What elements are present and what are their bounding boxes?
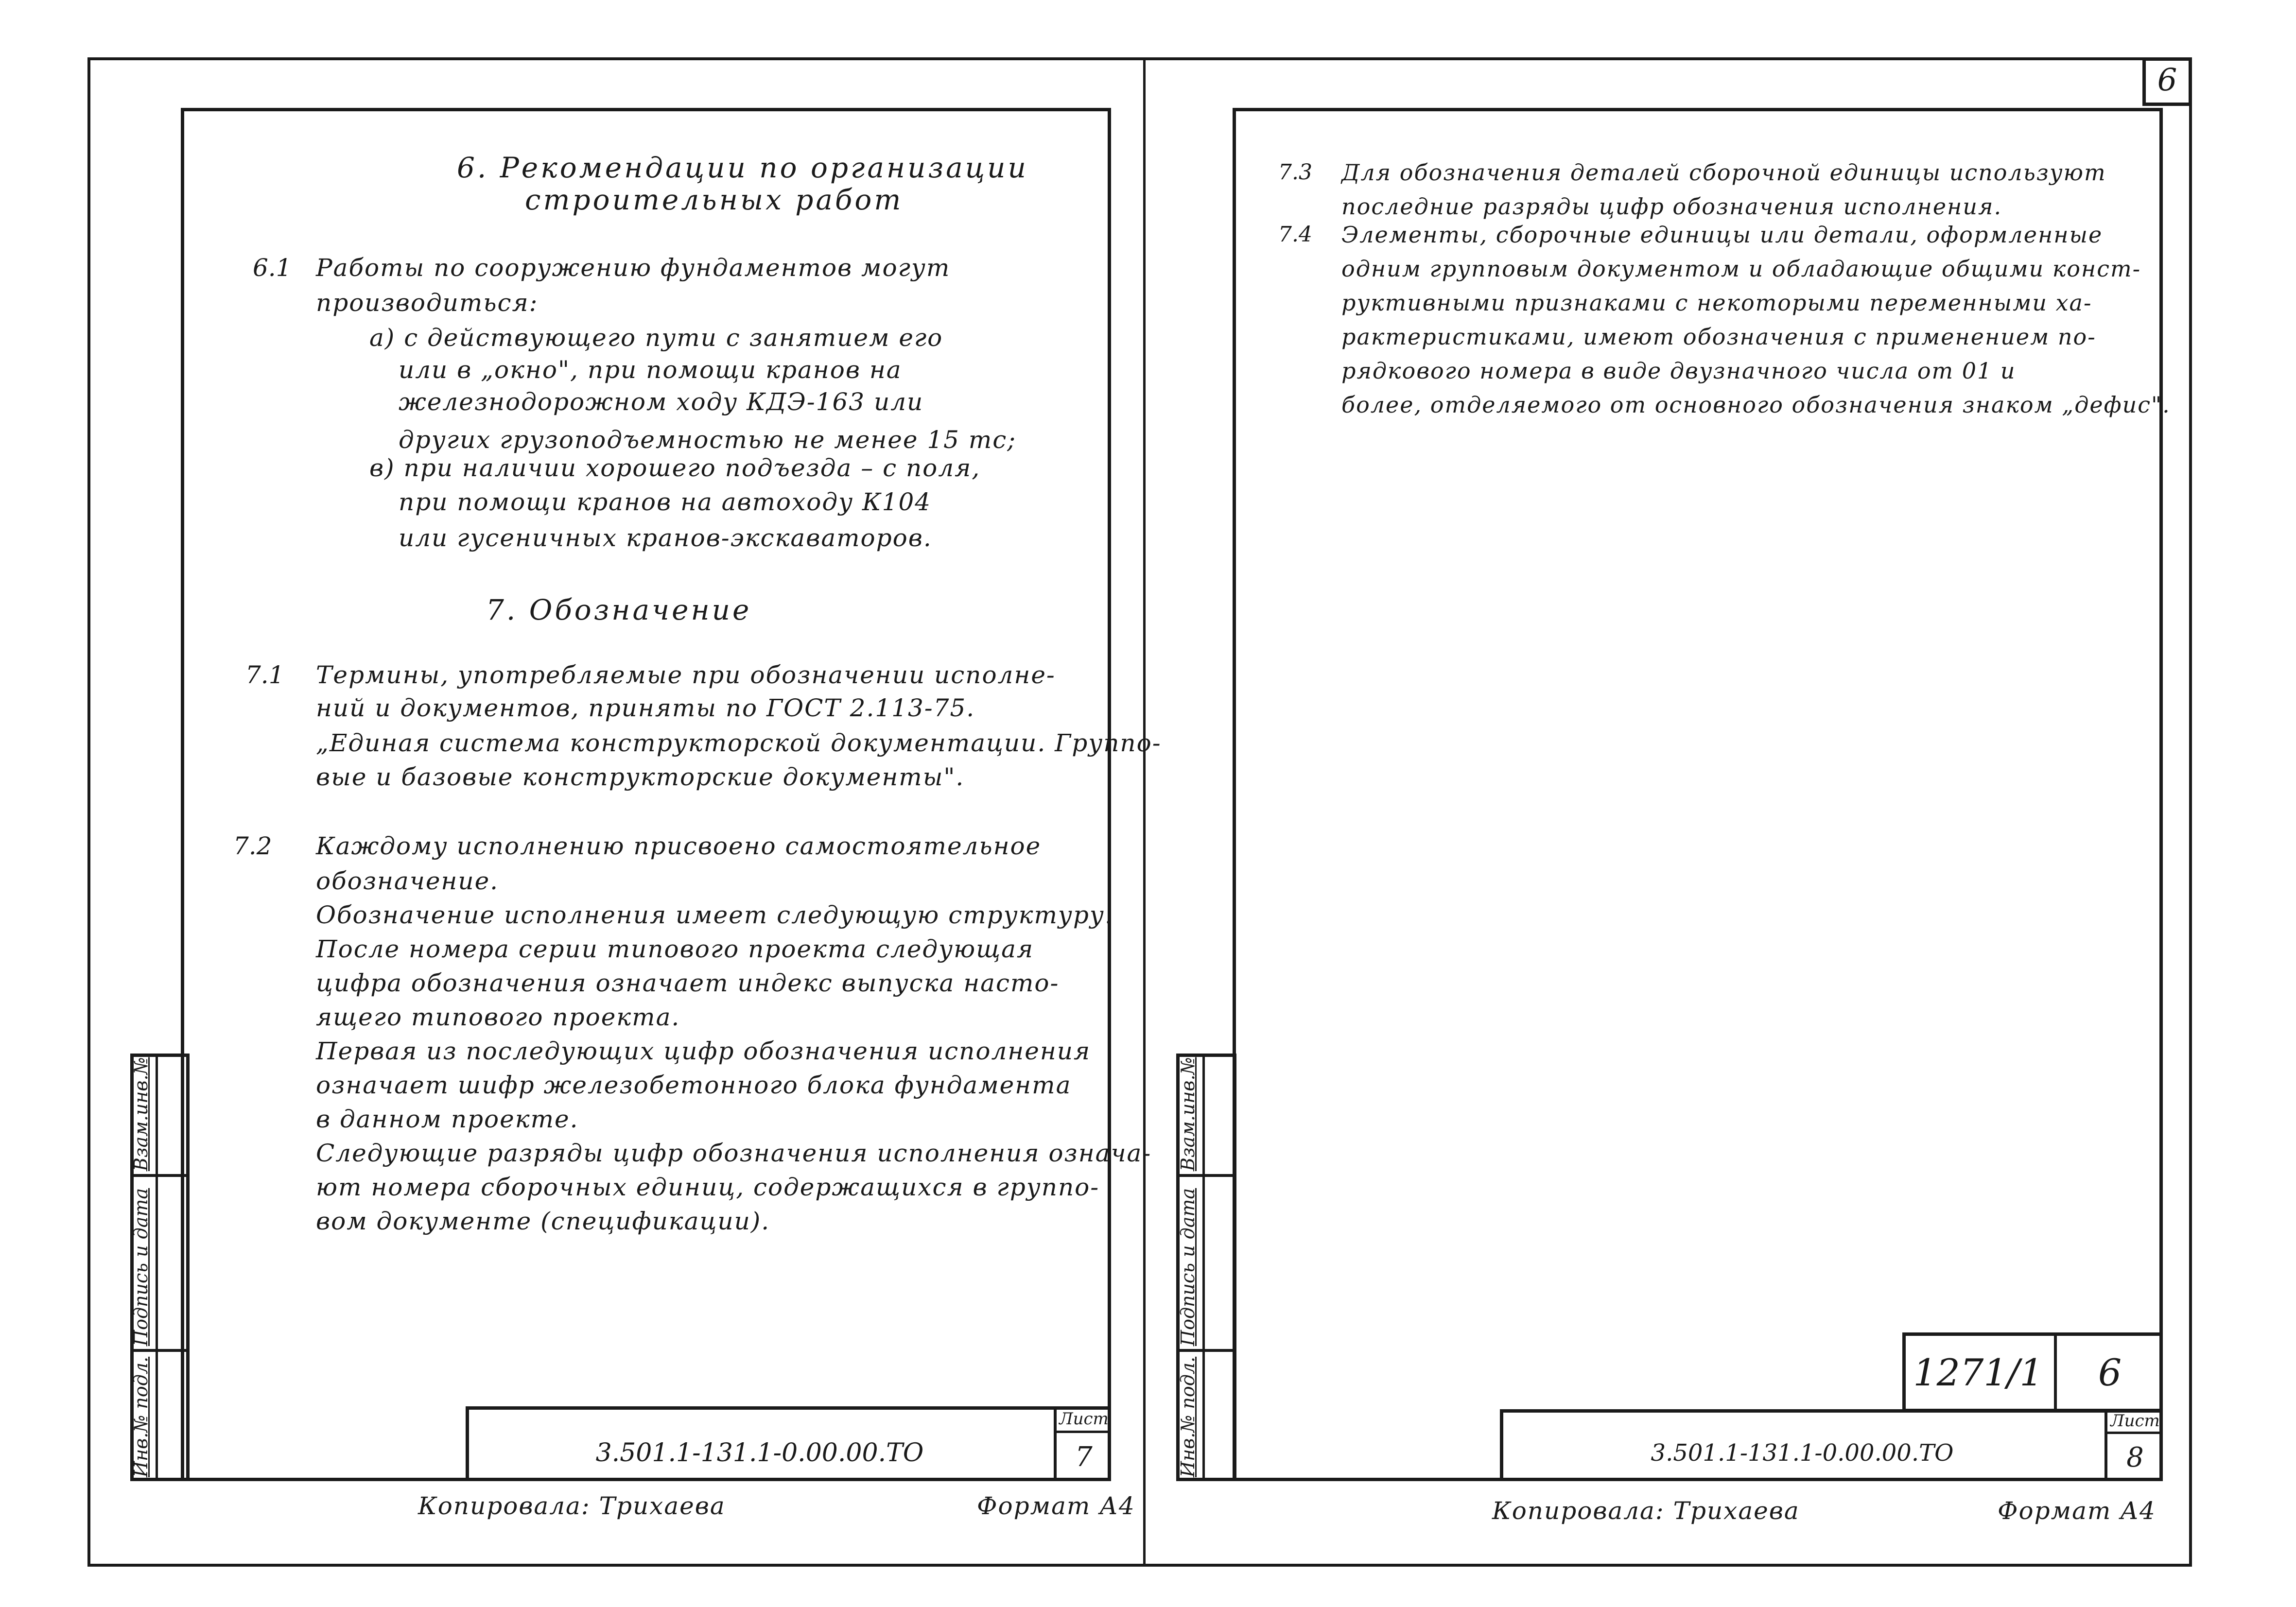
p61-number: 6.1 [253,254,292,282]
fold-line [1143,57,1146,1567]
p73-line: последние разряды цифр обозначения исполнения. [1341,193,2002,220]
left-stamp-sheet-number: 7 [1075,1441,1093,1473]
p61a-line: железнодорожном ходу КДЭ-163 или [399,388,924,416]
right-strip-inner-line [1202,1054,1205,1481]
p61-line: производиться: [316,289,539,317]
p72-line: После номера серии типового проекта следующая [316,935,1034,963]
p71-line: „Единая система конструкторской документации. Группо- [316,729,1162,757]
p72-line: означает шифр железобетонного блока фундамента [316,1071,1072,1099]
p61a-line: других грузоподъемностью не менее 15 тс; [399,426,1017,454]
p61b-line: или гусеничных кранов-экскаваторов. [399,524,932,552]
right-strip-divider-1 [1176,1174,1236,1177]
page-number: 6 [2157,62,2177,98]
p61a-line: или в „окно", при помощи кранов на [399,356,902,384]
p74-number: 7.4 [1278,222,1312,247]
left-strip-divider-2 [130,1349,190,1352]
p71-line: вые и базовые конструкторские документы". [316,763,965,791]
p61b-line: при помощи кранов на автоходу К104 [399,488,932,516]
right-stamp-code: 3.501.1-131.1-0.00.00.ТО [1651,1439,1954,1467]
p72-line: вом документе (спецификации). [316,1207,770,1235]
p74-line: одним групповым документом и обладающие общими конст- [1341,256,2141,282]
left-stamp-sheet-label: Лист [1059,1409,1109,1429]
left-side-label-inv: Инв.№ подл. [130,1356,152,1477]
outer-frame-bottom [87,1564,2192,1567]
left-stamp-code: 3.501.1-131.1-0.00.00.ТО [595,1438,924,1468]
right-sheet-cell-divider [2105,1432,2163,1434]
left-strip-inner-line [156,1054,158,1481]
p61a-line: а) с действующего пути с занятием его [369,324,943,352]
left-sheet-cell-divider [1054,1431,1111,1433]
right-side-label-inv: Инв.№ подл. [1177,1356,1199,1477]
p74-line: Элементы, сборочные единицы или детали, оформленные [1341,222,2103,248]
p71-number: 7.1 [245,661,284,689]
right-side-label-replace: Взам.инв.№ [1177,1057,1199,1171]
right-stamp-sheet-number: 8 [2126,1441,2144,1473]
left-format: Формат А4 [977,1492,1135,1520]
outer-frame-top [87,57,2192,60]
p72-line: обозначение. [316,867,499,895]
section6-title-line1: 6. Рекомендации по организации [457,151,1028,184]
right-format: Формат А4 [1998,1497,2156,1525]
p72-line: ют номера сборочных единиц, содержащихся в группо- [316,1173,1100,1201]
p73-line: Для обозначения деталей сборочной единицы используют [1341,159,2106,186]
p61-line: Работы по сооружению фундаментов могут [316,254,951,282]
p72-line: ящего типового проекта. [316,1003,680,1031]
p71-line: ний и документов, приняты по ГОСТ 2.113-75. [316,694,975,722]
p74-line: руктивными признаками с некоторыми переменными ха- [1341,290,2092,316]
p71-line: Термины, употребляемые при обозначении исполне- [316,661,1056,689]
p72-line: Обозначение исполнения имеет следующую структуру. [316,901,1113,929]
right-side-label-sign: Подпись и дата [1177,1188,1199,1346]
left-strip-divider-1 [130,1174,190,1177]
left-side-label-replace: Взам.инв.№ [130,1057,152,1171]
p74-line: более, отделяемого от основного обозначения знаком „дефис". [1341,392,2171,418]
outer-frame-left [87,57,90,1567]
p72-line: в данном проекте. [316,1105,579,1133]
right-stamp-sheet-label: Лист [2110,1411,2160,1431]
p72-line: Первая из последующих цифр обозначения исполнения [316,1037,1091,1065]
left-copied-by: Копировала: Трихаева [418,1492,726,1520]
p72-number: 7.2 [233,832,272,860]
left-side-label-sign: Подпись и дата [130,1188,152,1346]
section6-title-line2: строительных работ [525,183,904,216]
p74-line: рактеристиками, имеют обозначения с применением по- [1341,324,2096,350]
right-strip-divider-2 [1176,1349,1236,1352]
p72-line: цифра обозначения означает индекс выпуска насто- [316,969,1060,997]
section7-title: 7. Обозначение [486,593,752,626]
album-code: 1271/1 [1913,1350,2043,1394]
outer-frame-right [2189,57,2192,1567]
album-sheet: 6 [2098,1350,2122,1394]
p72-line: Каждому исполнению присвоено самостоятельное [316,832,1042,860]
p74-line: рядкового номера в виде двузначного числа от 01 и [1341,358,2016,384]
p61b-line: в) при наличии хорошего подъезда – с поля, [369,454,981,482]
p73-number: 7.3 [1278,160,1312,185]
right-copied-by: Копировала: Трихаева [1492,1497,1800,1525]
p72-line: Следующие разряды цифр обозначения исполнения означа- [316,1139,1152,1167]
